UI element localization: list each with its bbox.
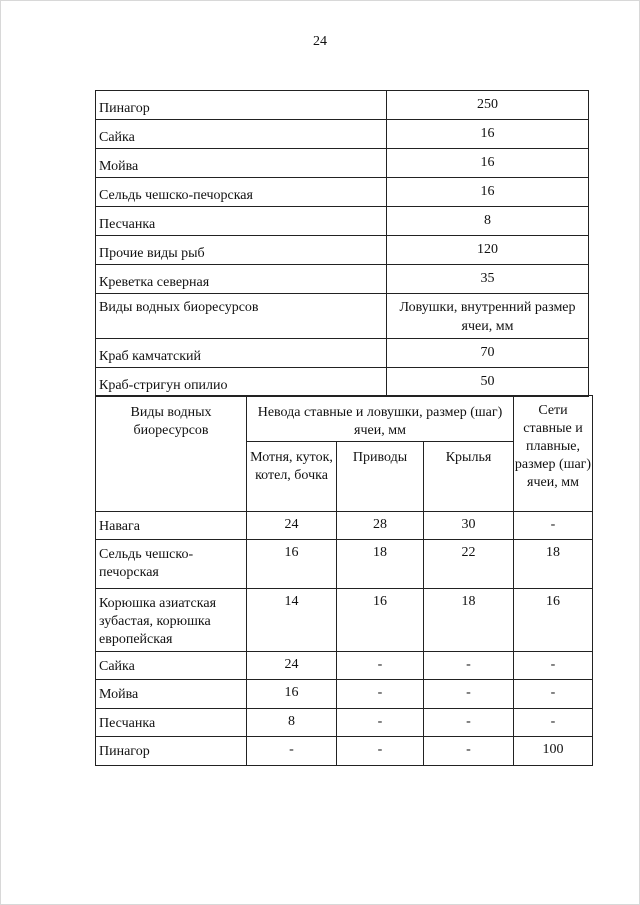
value-cell: 14 — [247, 589, 337, 652]
value-cell: 28 — [337, 512, 424, 540]
table-row — [96, 120, 589, 149]
table-row — [96, 512, 593, 540]
value-cell: 100 — [514, 737, 593, 766]
value-cell: 16 — [387, 149, 589, 178]
value-cell: 24 — [247, 512, 337, 540]
species-cell: Пинагор — [96, 737, 247, 766]
value-cell: - — [247, 737, 337, 766]
value-cell: 16 — [337, 589, 424, 652]
value-cell: - — [337, 709, 424, 737]
species-cell: Корюшка азиатская зубастая, корюшка европейская — [96, 589, 247, 652]
value-cell: 8 — [247, 709, 337, 737]
species-cell: Краб-стригун опилио — [96, 368, 387, 397]
value-cell: 16 — [247, 540, 337, 589]
mesh-size-table-traps — [95, 90, 589, 397]
species-cell: Креветка северная — [96, 265, 387, 294]
table-row — [96, 236, 589, 265]
value-cell: 18 — [337, 540, 424, 589]
value-cell: 22 — [424, 540, 514, 589]
traps-header: Ловушки, внутренний размер ячеи, мм — [387, 294, 589, 339]
species-cell: Прочие виды рыб — [96, 236, 387, 265]
table-row — [96, 178, 589, 207]
mesh-size-table-nets — [95, 395, 593, 766]
species-header: Виды водных биоресурсов — [96, 294, 387, 339]
table-row — [96, 540, 593, 589]
table-row — [96, 709, 593, 737]
table-row — [96, 265, 589, 294]
value-cell: - — [424, 737, 514, 766]
value-cell: 24 — [247, 652, 337, 680]
table-row — [96, 737, 593, 766]
table-row — [96, 680, 593, 709]
table-header-row — [96, 396, 593, 442]
value-cell: - — [424, 709, 514, 737]
wings-header: Крылья — [424, 442, 514, 512]
species-cell: Мойва — [96, 680, 247, 709]
value-cell: - — [424, 680, 514, 709]
value-cell: 70 — [387, 339, 589, 368]
leaders-header: Приводы — [337, 442, 424, 512]
value-cell: 30 — [424, 512, 514, 540]
species-cell: Сайка — [96, 652, 247, 680]
species-cell: Сельдь чешско-печорская — [96, 540, 247, 589]
value-cell: - — [337, 680, 424, 709]
species-cell: Пинагор — [96, 91, 387, 120]
value-cell: 120 — [387, 236, 589, 265]
value-cell: 35 — [387, 265, 589, 294]
value-cell: 18 — [514, 540, 593, 589]
value-cell: 18 — [424, 589, 514, 652]
species-cell: Мойва — [96, 149, 387, 178]
species-cell: Сайка — [96, 120, 387, 149]
table-row — [96, 368, 589, 397]
species-cell: Песчанка — [96, 709, 247, 737]
value-cell: 16 — [247, 680, 337, 709]
value-cell: 8 — [387, 207, 589, 236]
value-cell: - — [337, 737, 424, 766]
nets-header: Сети ставные и плавные, размер (шаг) ячеи, мм — [514, 396, 593, 512]
value-cell: - — [514, 680, 593, 709]
value-cell: 16 — [387, 120, 589, 149]
species-cell: Песчанка — [96, 207, 387, 236]
value-cell: - — [514, 512, 593, 540]
table-row — [96, 91, 589, 120]
value-cell: - — [514, 652, 593, 680]
table-row — [96, 207, 589, 236]
value-cell: 50 — [387, 368, 589, 397]
table-header-row — [96, 294, 589, 339]
species-cell: Сельдь чешско-печорская — [96, 178, 387, 207]
codend-header: Мотня, куток, котел, бочка — [247, 442, 337, 512]
species-cell: Навага — [96, 512, 247, 540]
species-cell: Краб камчатский — [96, 339, 387, 368]
page-number: 24 — [313, 34, 327, 49]
table-row — [96, 339, 589, 368]
fixed-nets-traps-header: Невода ставные и ловушки, размер (шаг) ячеи, мм — [247, 396, 514, 442]
value-cell: - — [514, 709, 593, 737]
value-cell: 250 — [387, 91, 589, 120]
species-header: Виды водных биоресурсов — [96, 396, 247, 512]
value-cell: 16 — [514, 589, 593, 652]
value-cell: - — [424, 652, 514, 680]
value-cell: 16 — [387, 178, 589, 207]
table-row — [96, 589, 593, 652]
value-cell: - — [337, 652, 424, 680]
table-row — [96, 652, 593, 680]
table-row — [96, 149, 589, 178]
